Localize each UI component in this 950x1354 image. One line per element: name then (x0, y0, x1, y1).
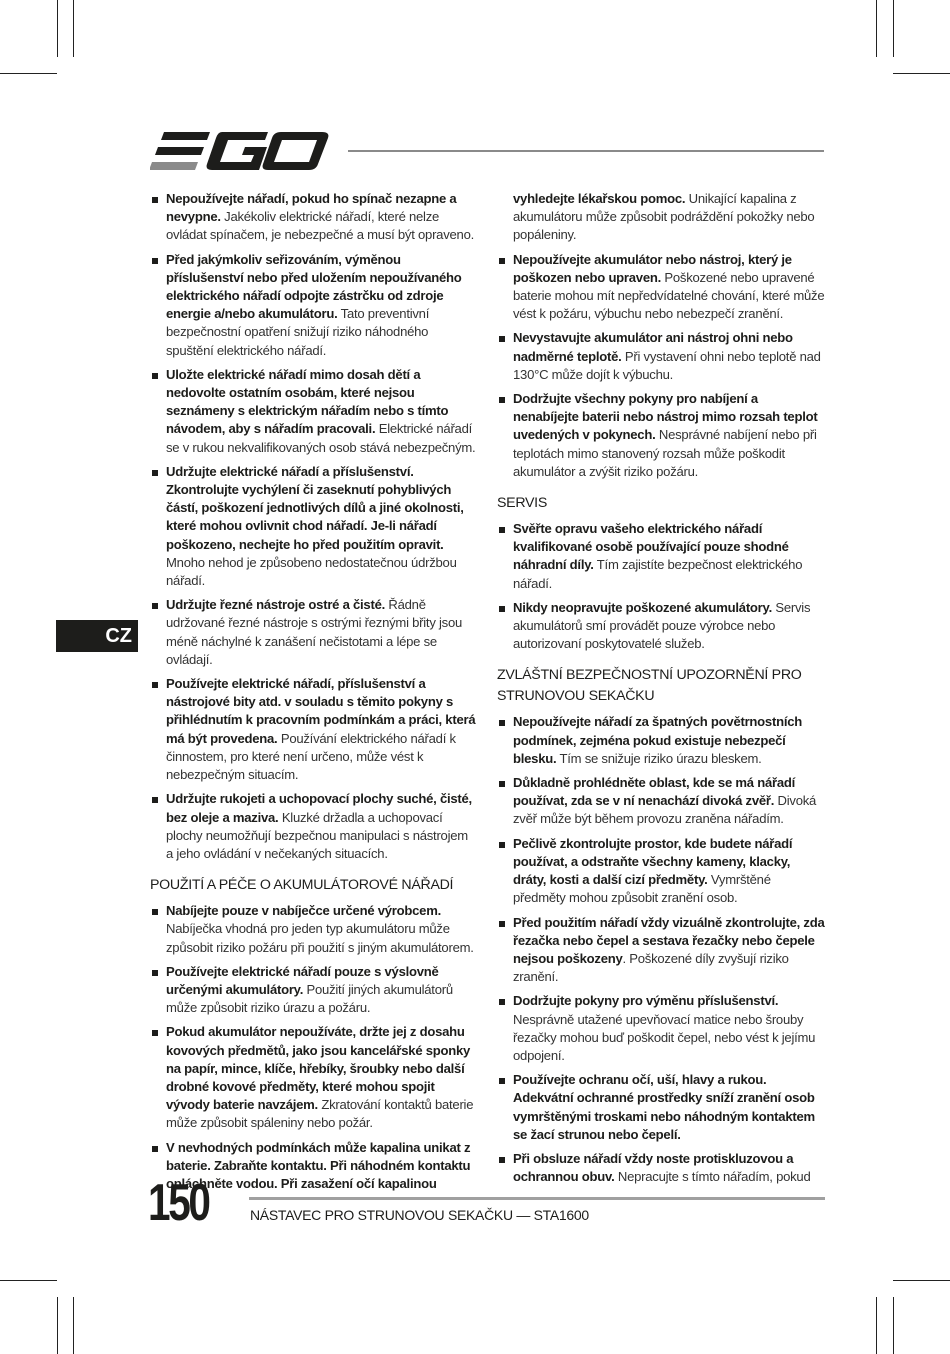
crop-mark (73, 1297, 74, 1354)
list-item: Pečlivě zkontrolujte prostor, kde budete nářadí používat, a odstraňte všechny kameny, klacky, dráty, kosti a další cizí předměty. Vymrštěné předměty mohou způsobit zranění osob. (497, 835, 825, 908)
list-item: Nepoužívejte akumulátor nebo nástroj, který je poškozen nebo upraven. Poškozené nebo upravené baterie mohou mít nepředvídatelné chování, které může vést k požáru, výbuchu nebo nebezpečí zranění. (497, 251, 825, 324)
list-item: Svěřte opravu vašeho elektrického nářadí kvalifikované osobě používající pouze shodné náhradní díly. Tím zajistíte bezpečnost elektrického nářadí. (497, 520, 825, 593)
crop-mark (57, 0, 58, 57)
bullet-square-icon (152, 909, 158, 915)
list-item: Pokud akumulátor nepoužíváte, držte jej z dosahu kovových předmětů, jako jsou kancelářské sponky na papír, mince, klíče, hřebíky, šroubky nebo další drobné kovové předměty, které mohou spojit vývody baterie navzájem. Zkratování kontaktů baterie může způsobit spáleniny nebo požár. (150, 1023, 478, 1132)
bullet-square-icon (499, 999, 505, 1005)
language-tab: CZ (56, 620, 138, 652)
bullet-square-icon (499, 397, 505, 403)
crop-mark (57, 1297, 58, 1354)
list-item: Důkladně prohlédněte oblast, kde se má nářadí používat, zda se v ní nenachází divoká zvěř. Divoká zvěř může být během provozu zraněna nářadím. (497, 774, 825, 829)
page-number: 150 (148, 1174, 209, 1232)
bullet-square-icon (499, 842, 505, 848)
bullet-square-icon (499, 781, 505, 787)
list-item: Udržujte řezné nástroje ostré a čisté. Řádně udržované řezné nástroje s ostrými řeznými břity jsou méně náchylné k zanášení nečistotami a lépe se ovládají. (150, 596, 478, 669)
list-item: Používejte elektrické nářadí pouze s výslovně určenými akumulátory. Použití jiných akumulátorů může způsobit riziko úrazu a požáru. (150, 963, 478, 1018)
right-column (497, 190, 825, 1192)
bullet-square-icon (152, 970, 158, 976)
bullet-square-icon (499, 527, 505, 533)
footer-title: NÁSTAVEC PRO STRUNOVOU SEKAČKU — STA1600 (250, 1207, 589, 1223)
section-heading: ZVLÁŠTNÍ BEZPEČNOSTNÍ UPOZORNĚNÍ PRO STRUNOVOU SEKAČKU (497, 667, 802, 705)
list-item: Při obsluze nářadí vždy noste protiskluzovou a ochrannou obuv. Nepracujte s tímto nářadím, pokud (497, 1150, 825, 1186)
bullet-square-icon (152, 470, 158, 476)
section-heading: SERVIS (497, 495, 547, 512)
list-item: Používejte elektrické nářadí, příslušenství a nástrojové bity atd. v souladu s těmito pokyny s přihlédnutím k pracovním podmínkám a práci, která má být provedena. Používání elektrického nářadí k činnostem, pro které není určeno, může vést k nebezpečným situacím. (150, 675, 478, 784)
bullet-square-icon (499, 921, 505, 927)
list-item-continuation: vyhledejte lékařskou pomoc. Unikající kapalina z akumulátoru může způsobit podráždění pokožky nebo popáleniny. (513, 191, 815, 243)
crop-mark (893, 1297, 894, 1354)
crop-mark (73, 0, 74, 57)
left-column (150, 190, 478, 1199)
bullet-square-icon (499, 1157, 505, 1163)
list-item: Uložte elektrické nářadí mimo dosah dětí a nedovolte ostatním osobám, které nejsou seznámeny s elektrickým nářadím nebo s tímto návodem, aby s nářadím pracovali. Elektrické nářadí se v rukou nekvalifikovaných osob stává nebezpečným. (150, 366, 478, 457)
list-item: Nevystavujte akumulátor ani nástroj ohni nebo nadměrné teplotě. Při vystavení ohni nebo teplotě nad 130°C může dojít k výbuchu. (497, 329, 825, 384)
bullet-square-icon (152, 1146, 158, 1152)
crop-mark (893, 1280, 950, 1281)
section-heading: POUŽITÍ A PÉČE O AKUMULÁTOROVÉ NÁŘADÍ (150, 877, 454, 894)
list-item: Dodržujte všechny pokyny pro nabíjení a nenabíjejte baterii nebo nástroj mimo rozsah teplot uvedených v pokynech. Nesprávné nabíjení nebo při teplotách mimo stanovený rozsah může poškodit akumulátor a zvýšit riziko požáru. (497, 390, 825, 481)
list-item: Nabíjejte pouze v nabíječce určené výrobcem. Nabíječka vhodná pro jeden typ akumulátoru může způsobit riziko požáru při použití s jiným akumulátorem. (150, 902, 478, 957)
bullet-square-icon (499, 606, 505, 612)
bullet-square-icon (152, 258, 158, 264)
crop-mark (893, 0, 894, 57)
list-item: Udržujte rukojeti a uchopovací plochy suché, čisté, bez oleje a maziva. Kluzké držadla a uchopovací plochy neumožňují bezpečnou manipulaci s nástrojem a jeho ovládání v nečekaných situacích. (150, 790, 478, 863)
crop-mark (0, 1280, 57, 1281)
list-item: Nikdy neopravujte poškozené akumulátory. Servis akumulátorů smí provádět pouze výrobce nebo autorizovaní poskytovatelé služeb. (497, 599, 825, 654)
ego-logo (150, 130, 330, 172)
bullet-square-icon (499, 720, 505, 726)
footer-rule (249, 1197, 825, 1200)
list-item: Před jakýmkoliv seřizováním, výměnou příslušenství nebo před uložením nepoužívaného elektrického nářadí odpojte zástrčku od zdroje energie a/nebo akumulátoru. Tato preventivní bezpečnostní opatření snižují riziko náhodného spuštění elektrického nářadí. (150, 251, 478, 360)
header-rule (348, 150, 824, 152)
crop-mark (893, 73, 950, 74)
bullet-square-icon (152, 797, 158, 803)
bullet-square-icon (152, 373, 158, 379)
crop-mark (0, 73, 57, 74)
bullet-square-icon (499, 336, 505, 342)
bullet-square-icon (152, 603, 158, 609)
list-item: Nepoužívejte nářadí, pokud ho spínač nezapne a nevypne. Jakékoliv elektrické nářadí, které nelze ovládat spínačem, je nebezpečné a musí být opraveno. (150, 190, 478, 245)
crop-mark (876, 0, 877, 57)
list-item: Před použitím nářadí vždy vizuálně zkontrolujte, zda řezačka nebo čepel a sestava řezačky nebo čepele nejsou poškozeny. Poškozené díly zvyšují riziko zranění. (497, 914, 825, 987)
bullet-square-icon (152, 197, 158, 203)
bullet-square-icon (499, 258, 505, 264)
list-item: V nevhodných podmínkách může kapalina unikat z baterie. Zabraňte kontaktu. Při náhodném kontaktu opláchněte vodou. Při zasažení očí kapalinou (150, 1139, 478, 1194)
list-item: Nepoužívejte nářadí za špatných povětrnostních podmínek, zejména pokud existuje nebezpečí blesku. Tím se snižuje riziko úrazu bleskem. (497, 713, 825, 768)
bullet-square-icon (152, 1030, 158, 1036)
bullet-square-icon (499, 1078, 505, 1084)
list-item: Používejte ochranu očí, uší, hlavy a rukou. Adekvátní ochranné prostředky sníží zranění osob vymrštěnými troskami nebo náhodným kontaktem se žací strunou nebo čepelí. (497, 1071, 825, 1144)
list-item: Dodržujte pokyny pro výměnu příslušenství. Nesprávně utažené upevňovací matice nebo šrouby řezačky mohou buď poškodit čepel, nebo vést k jejímu odpojení. (497, 992, 825, 1065)
crop-mark (876, 1297, 877, 1354)
bullet-square-icon (152, 682, 158, 688)
list-item: Udržujte elektrické nářadí a příslušenství. Zkontrolujte vychýlení či zaseknutí pohyblivých částí, poškození jednotlivých dílů a jiné okolnosti, které mohou ovlivnit chod nářadí. Je-li nářadí poškozeno, nechejte ho před použitím opravit. Mnoho nehod je způsobeno nedostatečnou údržbou nářadí. (150, 463, 478, 590)
